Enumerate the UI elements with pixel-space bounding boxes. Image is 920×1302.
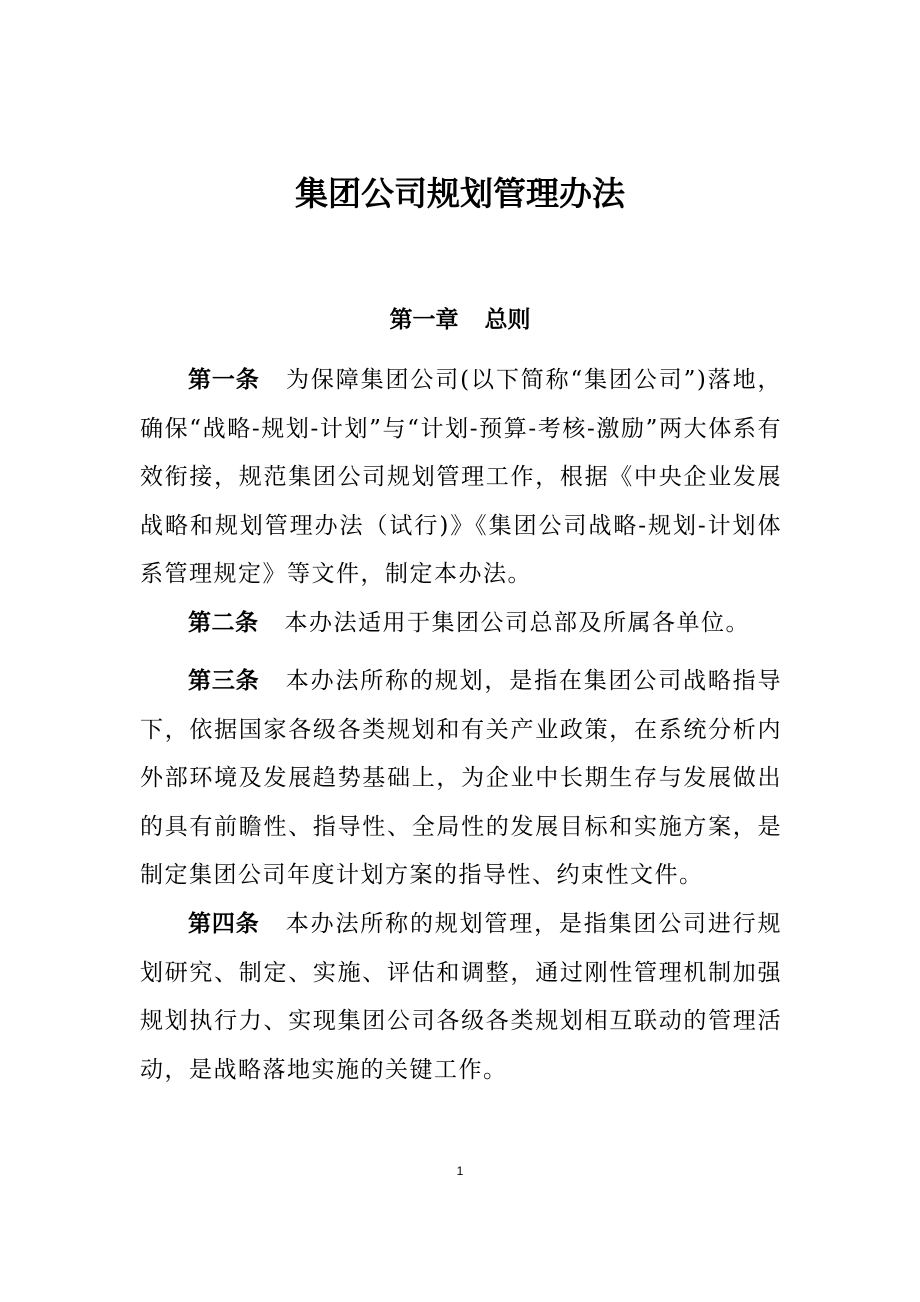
article-text: 本办法所称的规划管理，是指集团公司进行规划研究、制定、实施、评估和调整，通过刚性管理机制加强规划执行力、实现集团公司各级各类规划相互联动的管理活动，是战略落地实施的关键工作。 <box>140 911 783 1083</box>
article-text: 本办法所称的规划，是指在集团公司战略指导下，依据国家各级各类规划和有关产业政策，在系统分析内外部环境及发展趋势基础上，为企业中长期生存与发展做出的具有前瞻性、指导性、全局性的发展目标和实施方案，是制定集团公司年度计划方案的指导性、约束性文件。 <box>140 668 783 888</box>
article-number: 第三条 <box>188 668 260 694</box>
article-1 <box>140 356 782 599</box>
chapter-heading <box>0 300 920 340</box>
article-4 <box>140 900 782 1094</box>
article-3 <box>140 657 782 900</box>
chapter-number: 第一章 <box>389 307 459 333</box>
article-number: 第二条 <box>188 610 259 636</box>
chapter-name: 总则 <box>484 307 531 333</box>
page-number: 1 <box>456 1164 464 1178</box>
article-number: 第一条 <box>188 367 260 393</box>
document-title: 集团公司规划管理办法 <box>295 174 625 213</box>
article-text: 本办法适用于集团公司总部及所属各单位。 <box>284 610 750 636</box>
article-text: 为保障集团公司(以下简称“集团公司”)落地，确保“战略-规划-计划”与“计划-预算-考核-激励”两大体系有效衔接，规范集团公司规划管理工作，根据《中央企业发展战略和规划管理办法（试行)》《集团公司战略-规划-计划体系管理规定》等文件，制定本办法。 <box>140 367 783 587</box>
article-number: 第四条 <box>188 911 260 937</box>
article-2 <box>140 599 782 648</box>
